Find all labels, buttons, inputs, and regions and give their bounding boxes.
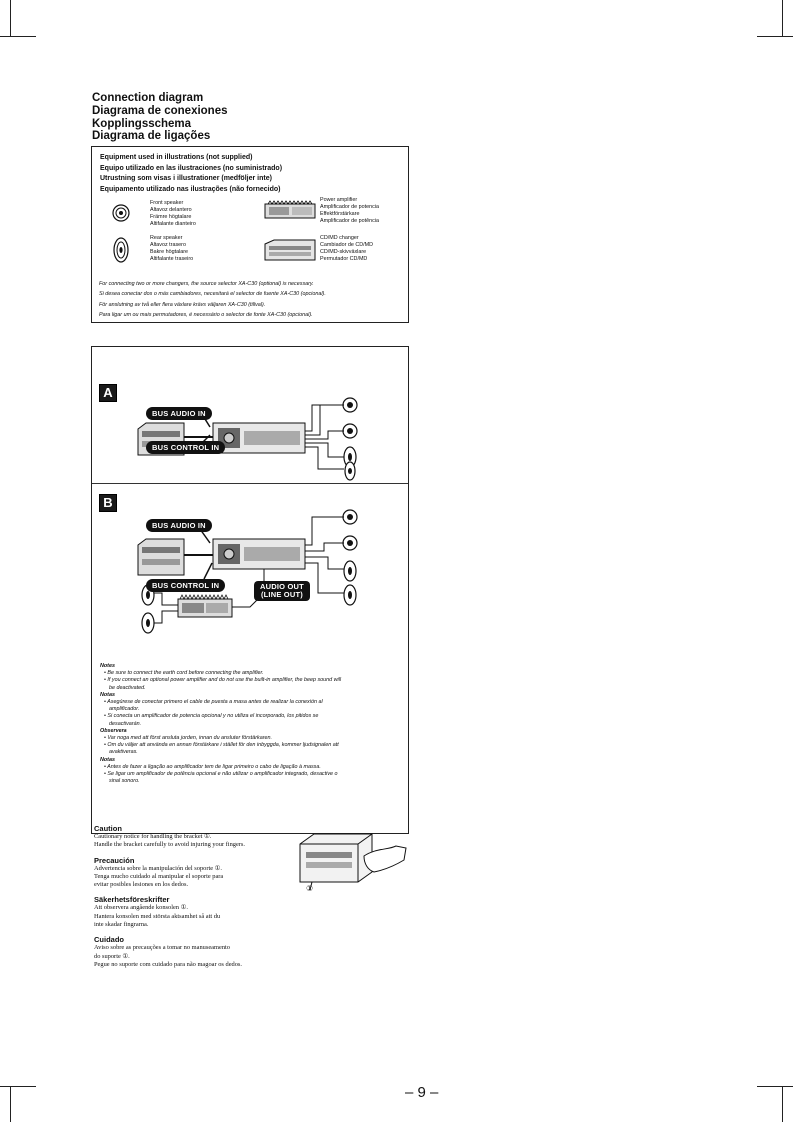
notes-heading-en: Notes <box>100 663 115 669</box>
page-number: – 9 – <box>405 1084 439 1101</box>
cd-changer-label <box>320 235 373 263</box>
front-speaker-label <box>150 200 196 228</box>
caution-heading-es: Precaución <box>94 855 135 865</box>
diagram-b-label: B <box>99 494 117 512</box>
cd-changer-icon <box>264 239 316 261</box>
power-amplifier-es: Amplificador de potencia <box>320 204 380 210</box>
page-titles <box>92 92 228 143</box>
equipment-header-sv: Utrustning som visas i illustrationer (medföljer inte) <box>100 175 272 182</box>
note-pt-1: • Antes de fazer a ligação ao amplificador tem de ligar primeiro o cabo de ligação à massa. <box>104 763 321 770</box>
front-speaker-sv: Främre högtalare <box>150 214 192 220</box>
cd-changer-en: CD/MD changer <box>320 235 359 241</box>
title-en: Connection diagram <box>92 92 204 104</box>
title-es: Diagrama de conexiones <box>92 104 228 117</box>
caution-pt-1: Aviso sobre as precauções a tomar no manuseamento <box>94 944 230 952</box>
caution-es-1: Advertencia sobre la manipulación del soporte ①. <box>94 864 222 872</box>
note-en-1: • Be sure to connect the earth cord before connecting the amplifier. <box>104 670 264 677</box>
notes-heading-es: Notas <box>100 691 115 698</box>
caution-sv-1: Att observera angående konsolen ①. <box>94 904 188 912</box>
front-speaker-es: Altavoz delantero <box>150 207 192 213</box>
caution-pt-3: Pegue no suporte com cuidado para não magoar os dedos. <box>94 960 243 968</box>
diagrams-box <box>91 346 409 834</box>
changer-note-sv: För anslutning av två eller flera växlare krävs väljaren XA-C30 (tillval). <box>99 301 266 308</box>
crop-mark <box>0 1086 36 1087</box>
crop-mark <box>757 1086 793 1087</box>
rear-speaker-label <box>150 235 193 263</box>
note-pt-2b: sinal sonoro. <box>109 778 140 785</box>
cd-changer-sv: CD/MD-skivväxlare <box>320 249 367 255</box>
cd-changer-es: Cambiador de CD/MD <box>320 242 374 248</box>
note-sv-1: • Var noga med att först ansluta jorden, innan du ansluter förstärkaren. <box>104 735 272 742</box>
diagram-a-label: A <box>99 384 117 402</box>
note-sv-2b: avaktiveras. <box>109 749 138 756</box>
bracket-callout: ① <box>306 884 314 893</box>
crop-mark <box>757 36 793 37</box>
front-speaker-en: Front speaker <box>150 200 184 206</box>
equipment-header-en: Equipment used in illustrations (not supplied) <box>100 154 253 161</box>
changer-note-es: Si desea conectar dos o más cambiadores, necesitará el selector de fuente XA-C30 (opcional). <box>99 291 326 298</box>
power-amplifier-sv: Effektförstärkare <box>320 211 360 217</box>
diagram-a-wiring <box>92 347 408 483</box>
equipment-header-es: Equipo utilizado en las ilustraciones (no suministrado) <box>100 164 283 172</box>
audio-out-label <box>254 581 310 601</box>
audio-out-line-1: AUDIO OUT <box>260 582 304 591</box>
title-pt: Diagrama de ligações <box>92 130 211 143</box>
note-pt-2: • Se ligar um amplificador de potência opcional e não utilizar o amplificador integrado, desactive o <box>104 771 338 778</box>
caution-es-3: evitar posibles lesiones en los dedos. <box>94 881 189 889</box>
notes-heading-pt: Notas <box>100 756 115 763</box>
rear-speaker-sv: Bakre högtalare <box>150 249 189 255</box>
caution-sv-3: inte skadar fingrarna. <box>94 921 149 929</box>
rear-speaker-icon <box>113 237 129 263</box>
crop-mark <box>10 0 11 36</box>
diagram-b-wiring <box>92 483 408 663</box>
caution-heading-pt: Cuidado <box>94 935 124 945</box>
caution-sv-2: Hantera konsolen med största aktsamhet så att du <box>94 912 221 920</box>
notes-heading-sv: Observera <box>100 727 127 734</box>
note-sv-2: • Om du väljer att använda en annan förstärkare i stället för den inbyggda, kommer ljudsignalen att <box>104 742 339 749</box>
caution-section <box>94 818 304 969</box>
changer-note-pt: Para ligar um ou mais permutadores, é necessário o selector de fonte XA-C30 (opcional). <box>99 311 313 318</box>
changer-note-en: For connecting two or more changers, the source selector XA-C30 (optional) is necessary. <box>99 281 314 287</box>
caution-en-1: Cautionary notice for handling the bracket ①. <box>94 833 212 840</box>
note-es-1: • Asegúrese de conectar primero el cable de puesta a masa antes de realizar la conexión al <box>104 699 323 706</box>
front-speaker-icon <box>112 204 130 222</box>
note-es-2: • Si conecta un amplificador de potencia opcional y no utiliza el incorporado, los pitidos se <box>104 713 319 720</box>
bus-control-in-label-b: BUS CONTROL IN <box>146 579 225 592</box>
title-sv: Kopplingsschema <box>92 117 192 130</box>
power-amplifier-label <box>320 197 379 225</box>
bus-audio-in-label-b: BUS AUDIO IN <box>146 519 212 532</box>
note-en-2: • If you connect an optional power amplifier and do not use the built-in amplifier, the beep sound will <box>104 677 342 684</box>
diagram-notes <box>100 663 402 785</box>
audio-out-line-2: (LINE OUT) <box>260 590 303 599</box>
equipment-headers <box>100 153 282 195</box>
crop-mark <box>10 1086 11 1122</box>
caution-es-2: Tenga mucho cuidado al manipular el soporte para <box>94 872 224 880</box>
caution-heading-en: Caution <box>94 824 122 833</box>
caution-heading-sv: Säkerhetsföreskrifter <box>94 895 170 905</box>
rear-speaker-en: Rear speaker <box>150 235 183 241</box>
power-amplifier-icon <box>264 200 316 220</box>
note-es-1b: amplificador. <box>109 706 140 713</box>
caution-en-2: Handle the bracket carefully to avoid injuring your fingers. <box>94 841 246 849</box>
equipment-header-pt: Equipamento utilizado nas ilustrações (não fornecido) <box>100 185 281 193</box>
rear-speaker-es: Altavoz trasero <box>150 242 186 248</box>
crop-mark <box>782 0 783 36</box>
crop-mark <box>0 36 36 37</box>
cd-changer-pt: Permutador CD/MD <box>320 256 368 262</box>
bus-control-in-label-a: BUS CONTROL IN <box>146 441 225 454</box>
crop-mark <box>782 1086 783 1122</box>
equipment-box <box>91 146 409 323</box>
changer-notes <box>99 279 326 320</box>
power-amplifier-pt: Amplificador de potência <box>320 218 380 224</box>
rear-speaker-pt: Altifalante traseiro <box>150 256 194 262</box>
note-es-2b: desactivarán. <box>109 720 142 727</box>
front-speaker-pt: Altifalante dianteiro <box>150 221 196 227</box>
bus-audio-in-label-a: BUS AUDIO IN <box>146 407 212 420</box>
caution-pt-2: do suporte ①. <box>94 952 130 960</box>
power-amplifier-en: Power amplifier <box>320 197 358 203</box>
note-en-2b: be deactivated. <box>109 684 146 691</box>
